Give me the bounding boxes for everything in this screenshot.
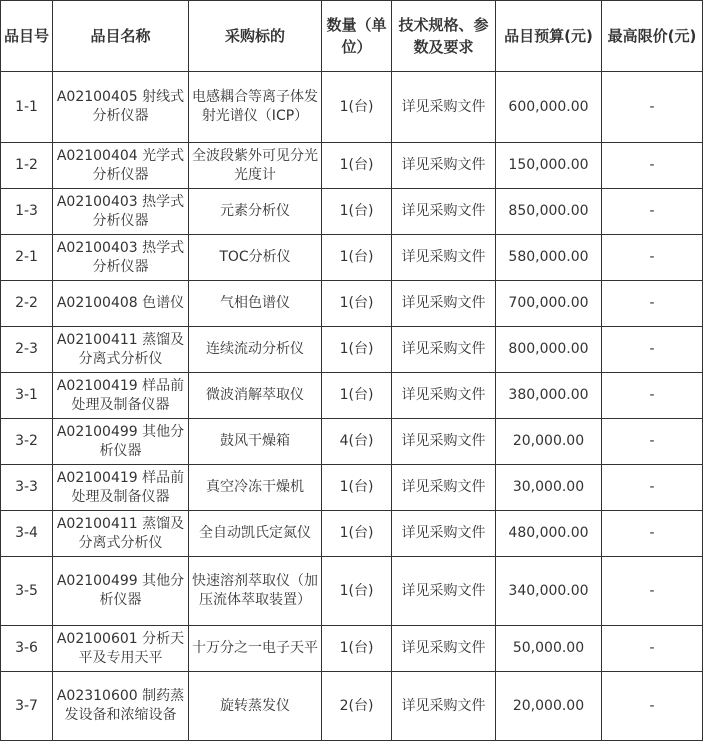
table-row	[1, 235, 703, 281]
cell-procurement-target: 元素分析仪	[189, 189, 322, 235]
cell-quantity: 1(台)	[322, 189, 392, 235]
header-item-no: 品目号	[1, 1, 53, 72]
cell-price-limit: -	[602, 327, 703, 373]
header-procurement-target: 采购标的	[189, 1, 322, 72]
cell-item-name: A02100499 其他分析仪器	[53, 557, 189, 626]
cell-procurement-target: 快速溶剂萃取仪（加压流体萃取装置）	[189, 557, 322, 626]
cell-item-name: A02100499 其他分析仪器	[53, 419, 189, 465]
cell-quantity: 1(台)	[322, 465, 392, 511]
table-row	[1, 626, 703, 672]
cell-procurement-target: 微波消解萃取仪	[189, 373, 322, 419]
cell-spec: 详见采购文件	[392, 327, 496, 373]
cell-quantity: 2(台)	[322, 672, 392, 741]
table-row	[1, 327, 703, 373]
cell-budget: 340,000.00	[496, 557, 602, 626]
cell-procurement-target: 全自动凯氏定氮仪	[189, 511, 322, 557]
cell-procurement-target: 旋转蒸发仪	[189, 672, 322, 741]
cell-item-name: A02100408 色谱仪	[53, 281, 189, 327]
cell-procurement-target: 鼓风干燥箱	[189, 419, 322, 465]
header-budget: 品目预算(元)	[496, 1, 602, 72]
cell-quantity: 1(台)	[322, 327, 392, 373]
cell-procurement-target: 全波段紫外可见分光光度计	[189, 143, 322, 189]
cell-spec: 详见采购文件	[392, 72, 496, 143]
cell-price-limit: -	[602, 626, 703, 672]
table-row	[1, 672, 703, 741]
cell-spec: 详见采购文件	[392, 626, 496, 672]
cell-item-no: 1-3	[1, 189, 53, 235]
cell-item-no: 3-6	[1, 626, 53, 672]
cell-item-no: 3-3	[1, 465, 53, 511]
cell-item-name: A02310600 制药蒸发设备和浓缩设备	[53, 672, 189, 741]
cell-spec: 详见采购文件	[392, 557, 496, 626]
cell-item-name: A02100411 蒸馏及分离式分析仪	[53, 327, 189, 373]
cell-budget: 580,000.00	[496, 235, 602, 281]
header-item-name: 品目名称	[53, 1, 189, 72]
cell-price-limit: -	[602, 72, 703, 143]
table-row	[1, 557, 703, 626]
cell-price-limit: -	[602, 281, 703, 327]
header-quantity: 数量（单位）	[322, 1, 392, 72]
cell-budget: 800,000.00	[496, 327, 602, 373]
cell-item-name: A02100405 射线式分析仪器	[53, 72, 189, 143]
cell-procurement-target: 真空冷冻干燥机	[189, 465, 322, 511]
cell-price-limit: -	[602, 373, 703, 419]
cell-spec: 详见采购文件	[392, 465, 496, 511]
table-row	[1, 465, 703, 511]
header-price-limit: 最高限价(元)	[602, 1, 703, 72]
cell-quantity: 1(台)	[322, 235, 392, 281]
cell-item-no: 2-1	[1, 235, 53, 281]
cell-item-no: 3-7	[1, 672, 53, 741]
cell-price-limit: -	[602, 235, 703, 281]
table-row	[1, 72, 703, 143]
cell-item-name: A02100403 热学式分析仪器	[53, 189, 189, 235]
cell-quantity: 1(台)	[322, 373, 392, 419]
cell-budget: 480,000.00	[496, 511, 602, 557]
table-header-row	[1, 1, 703, 72]
cell-budget: 20,000.00	[496, 672, 602, 741]
cell-procurement-target: 气相色谱仪	[189, 281, 322, 327]
cell-price-limit: -	[602, 557, 703, 626]
cell-spec: 详见采购文件	[392, 143, 496, 189]
cell-budget: 850,000.00	[496, 189, 602, 235]
cell-item-no: 3-5	[1, 557, 53, 626]
cell-item-name: A02100419 样品前处理及制备仪器	[53, 373, 189, 419]
cell-item-name: A02100601 分析天平及专用天平	[53, 626, 189, 672]
cell-price-limit: -	[602, 143, 703, 189]
cell-procurement-target: 连续流动分析仪	[189, 327, 322, 373]
cell-item-no: 1-1	[1, 72, 53, 143]
cell-quantity: 4(台)	[322, 419, 392, 465]
cell-spec: 详见采购文件	[392, 373, 496, 419]
table-row	[1, 419, 703, 465]
cell-budget: 600,000.00	[496, 72, 602, 143]
cell-quantity: 1(台)	[322, 511, 392, 557]
cell-quantity: 1(台)	[322, 557, 392, 626]
cell-budget: 380,000.00	[496, 373, 602, 419]
cell-item-name: A02100419 样品前处理及制备仪器	[53, 465, 189, 511]
cell-procurement-target: 十万分之一电子天平	[189, 626, 322, 672]
cell-item-name: A02100411 蒸馏及分离式分析仪	[53, 511, 189, 557]
cell-item-no: 3-1	[1, 373, 53, 419]
cell-quantity: 1(台)	[322, 281, 392, 327]
cell-procurement-target: 电感耦合等离子体发射光谱仪（ICP）	[189, 72, 322, 143]
cell-item-name: A02100403 热学式分析仪器	[53, 235, 189, 281]
table-row	[1, 143, 703, 189]
cell-procurement-target: TOC分析仪	[189, 235, 322, 281]
cell-budget: 50,000.00	[496, 626, 602, 672]
cell-spec: 详见采购文件	[392, 672, 496, 741]
table-row	[1, 373, 703, 419]
cell-item-no: 3-2	[1, 419, 53, 465]
cell-spec: 详见采购文件	[392, 189, 496, 235]
cell-item-no: 2-2	[1, 281, 53, 327]
cell-item-no: 1-2	[1, 143, 53, 189]
cell-budget: 20,000.00	[496, 419, 602, 465]
cell-spec: 详见采购文件	[392, 419, 496, 465]
cell-item-name: A02100404 光学式分析仪器	[53, 143, 189, 189]
cell-price-limit: -	[602, 511, 703, 557]
cell-item-no: 2-3	[1, 327, 53, 373]
cell-quantity: 1(台)	[322, 143, 392, 189]
cell-price-limit: -	[602, 465, 703, 511]
cell-budget: 150,000.00	[496, 143, 602, 189]
cell-quantity: 1(台)	[322, 72, 392, 143]
cell-budget: 700,000.00	[496, 281, 602, 327]
cell-budget: 30,000.00	[496, 465, 602, 511]
table-row	[1, 281, 703, 327]
table-row	[1, 511, 703, 557]
cell-item-no: 3-4	[1, 511, 53, 557]
table-row	[1, 189, 703, 235]
cell-price-limit: -	[602, 189, 703, 235]
cell-price-limit: -	[602, 419, 703, 465]
cell-spec: 详见采购文件	[392, 235, 496, 281]
cell-spec: 详见采购文件	[392, 281, 496, 327]
cell-spec: 详见采购文件	[392, 511, 496, 557]
header-spec: 技术规格、参数及要求	[392, 1, 496, 72]
cell-price-limit: -	[602, 672, 703, 741]
cell-quantity: 1(台)	[322, 626, 392, 672]
